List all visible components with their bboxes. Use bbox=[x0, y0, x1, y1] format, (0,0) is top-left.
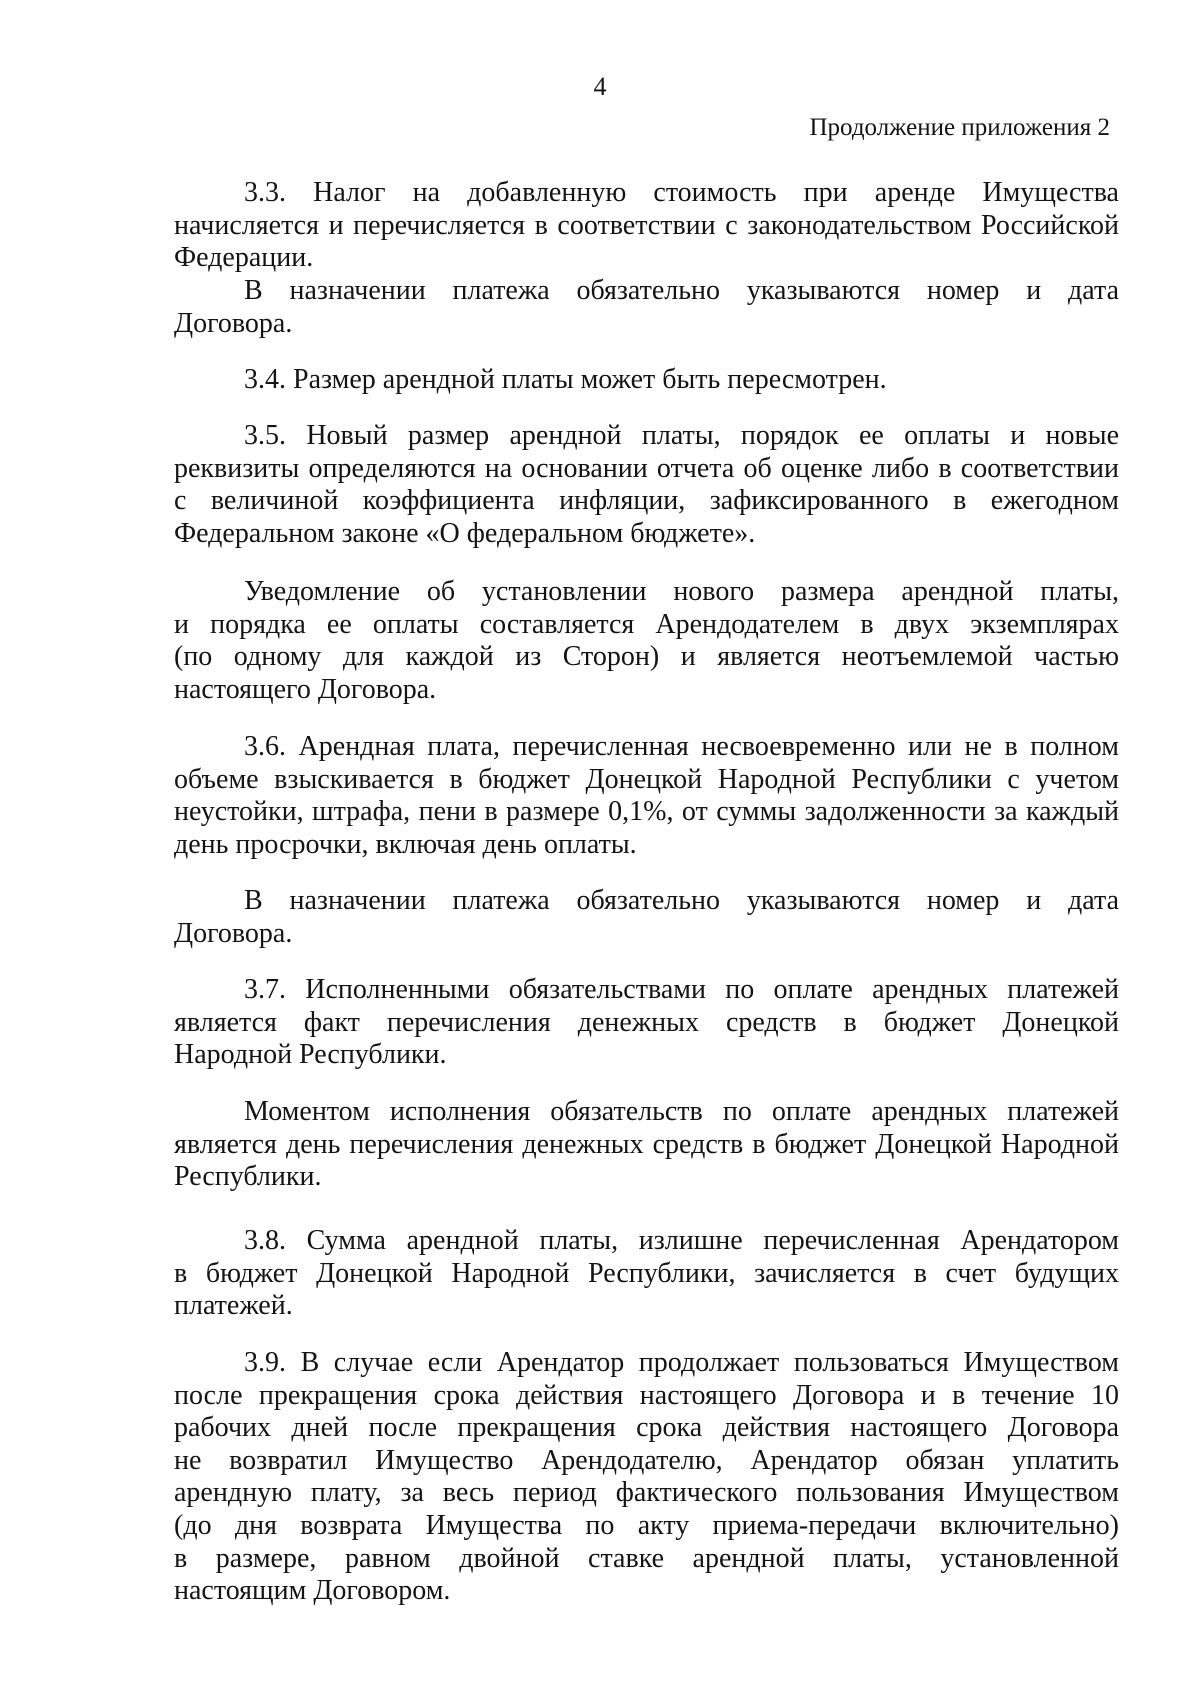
text-line: не возвратил Имущество Арендодателю, Арендатор обязан уплатить bbox=[174, 1444, 1119, 1476]
text-line: 3.5. Новый размер арендной платы, порядок ее оплаты и новые bbox=[244, 420, 1119, 451]
text-line: рабочих дней после прекращения срока действия настоящего Договора bbox=[174, 1412, 1119, 1444]
clause-3-6 bbox=[174, 731, 1119, 861]
text-line: В назначении платежа обязательно указываются номер и дата bbox=[244, 275, 1119, 306]
text-line: настоящим Договором. bbox=[174, 1575, 451, 1607]
text-line: 3.9. В случае если Арендатор продолжает пользоваться Имуществом bbox=[244, 1347, 1119, 1378]
text-line: Народной Республики. bbox=[174, 1039, 447, 1071]
text-line: с величиной коэффициента инфляции, зафиксированного в ежегодном bbox=[174, 485, 1119, 517]
appendix-continuation-header: Продолжение приложения 2 bbox=[809, 114, 1110, 141]
text-line: является факт перечисления денежных средств в бюджет Донецкой bbox=[174, 1006, 1119, 1038]
text-line: неустойки, штрафа, пени в размере 0,1%, от суммы задолженности за каждый bbox=[174, 796, 1119, 828]
text-line: объеме взыскивается в бюджет Донецкой Народной Республики с учетом bbox=[174, 763, 1119, 795]
text-line: Федеральном законе «О федеральном бюджете». bbox=[174, 517, 756, 549]
clause-3-6-payment-note bbox=[174, 885, 1119, 950]
text-line: 3.7. Исполненными обязательствами по оплате арендных платежей bbox=[244, 974, 1119, 1005]
text-line: является день перечисления денежных средств в бюджет Донецкой Народной bbox=[174, 1128, 1119, 1160]
text-line: в бюджет Донецкой Народной Республики, зачисляется в счет будущих bbox=[174, 1257, 1119, 1289]
clause-3-4 bbox=[174, 364, 1119, 397]
text-line: Республики. bbox=[174, 1161, 322, 1193]
clause-3-3-payment-note bbox=[174, 275, 1119, 340]
text-line: настоящего Договора. bbox=[174, 673, 437, 705]
text-line: Моментом исполнения обязательств по оплате арендных платежей bbox=[244, 1096, 1119, 1127]
text-line: и порядка ее оплаты составляется Арендодателем в двух экземплярах bbox=[174, 608, 1119, 640]
text-line: Договора. bbox=[174, 917, 293, 949]
clause-3-7-moment bbox=[174, 1096, 1119, 1194]
clause-3-9 bbox=[174, 1347, 1119, 1608]
text-line: день просрочки, включая день оплаты. bbox=[174, 828, 637, 860]
text-line: (по одному для каждой из Сторон) и является неотъемлемой частью bbox=[174, 641, 1119, 673]
clause-3-5-notification bbox=[174, 576, 1119, 706]
text-line: 3.8. Сумма арендной платы, излишне перечисленная Арендатором bbox=[244, 1225, 1119, 1256]
text-line: начисляется и перечисляется в соответствии с законодательством Российской bbox=[174, 209, 1119, 241]
text-line: реквизиты определяются на основании отчета об оценке либо в соответствии bbox=[174, 452, 1119, 484]
text-line: 3.6. Арендная плата, перечисленная несвоевременно или не в полном bbox=[244, 731, 1119, 762]
clause-3-5 bbox=[174, 420, 1119, 550]
text-line: Федерации. bbox=[174, 242, 314, 274]
clause-3-8 bbox=[174, 1225, 1119, 1323]
clause-3-7 bbox=[174, 974, 1119, 1072]
text-line: платежей. bbox=[174, 1290, 293, 1322]
page-number: 4 bbox=[593, 72, 607, 101]
text-line: 3.3. Налог на добавленную стоимость при аренде Имущества bbox=[244, 177, 1119, 208]
text-line: арендную плату, за весь период фактического пользования Имуществом bbox=[174, 1477, 1119, 1509]
text-line: Уведомление об установлении нового размера арендной платы, bbox=[244, 576, 1119, 607]
text-line: 3.4. Размер арендной платы может быть пересмотрен. bbox=[244, 364, 887, 395]
text-line: в размере, равном двойной ставке арендной платы, установленной bbox=[174, 1542, 1119, 1574]
text-line: Договора. bbox=[174, 307, 293, 339]
text-line: (до дня возврата Имущества по акту приема-передачи включительно) bbox=[174, 1509, 1119, 1541]
text-line: В назначении платежа обязательно указываются номер и дата bbox=[244, 885, 1119, 916]
text-line: после прекращения срока действия настоящего Договора и в течение 10 bbox=[174, 1379, 1119, 1411]
clause-3-3 bbox=[174, 177, 1119, 275]
